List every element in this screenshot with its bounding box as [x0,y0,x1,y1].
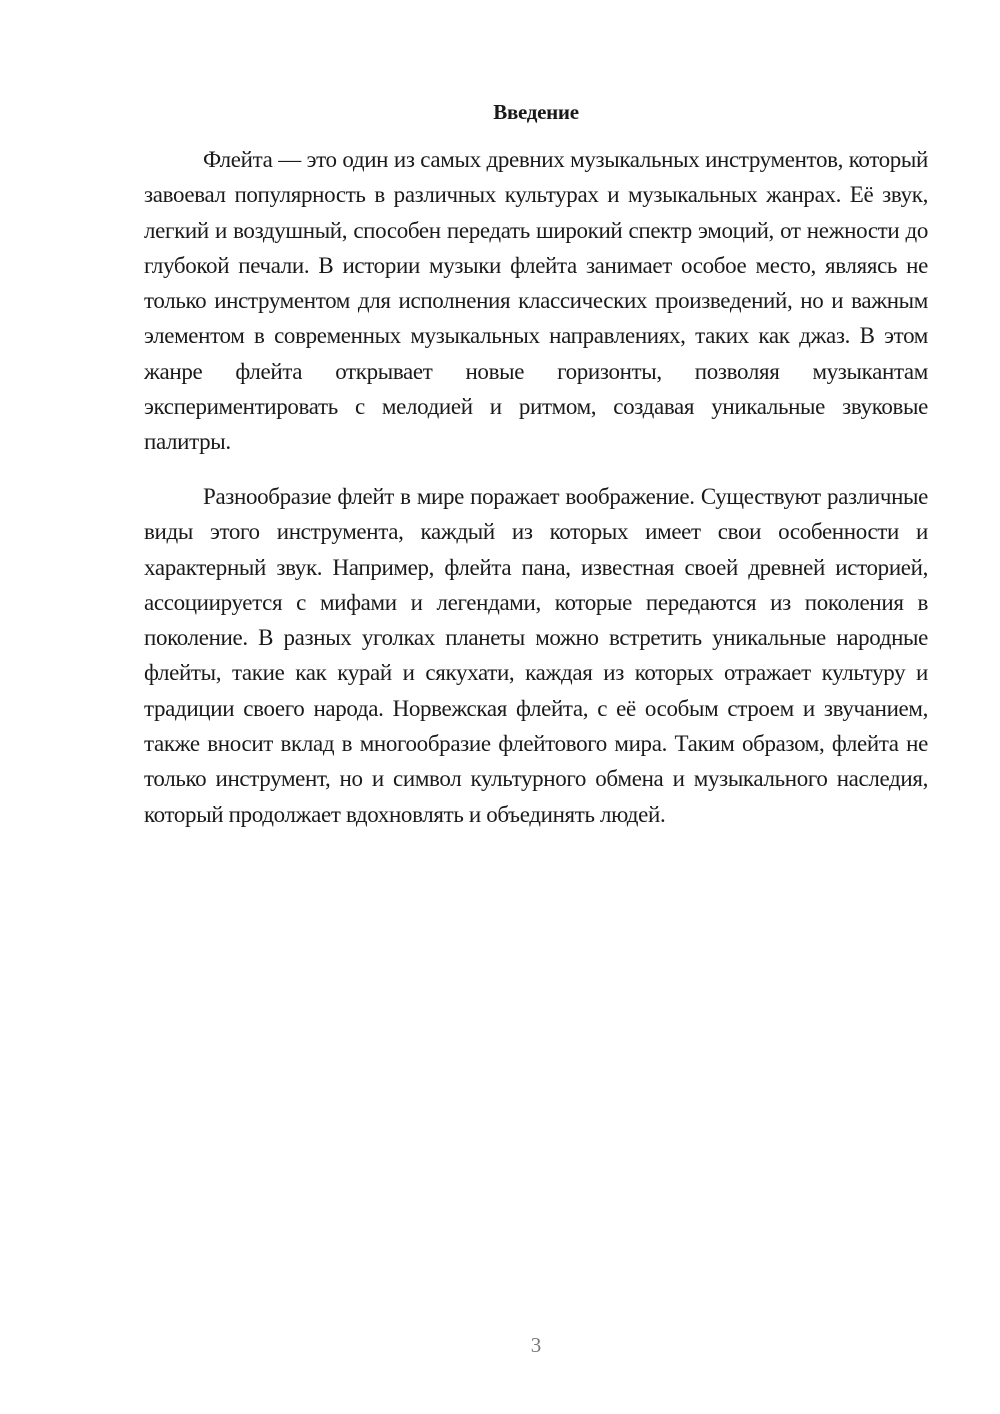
page-number: 3 [530,1333,542,1357]
paragraph-diversity: Разнообразие флейт в мире поражает воображение. Существуют различные виды этого инструмента, каждый из которых имеет свои особенности и характерный звук. Например, флейта пана, известная своей древней историей, ассоциируется с мифами и легендами, которые передаются из поколения в поколение. В разных уголках планеты можно встретить уникальные народные флейты, такие как курай и сякухати, каждая из которых отражает культуру и традиции своего народа. Норвежская флейта, с её особым строем и звучанием, также вносит вклад в многообразие флейтового мира. Таким образом, флейта не только инструмент, но и символ культурного обмена и музыкального наследия, который продолжает вдохновлять и объединять людей. [144,484,928,827]
section-heading: Введение [493,100,579,124]
paragraph-intro: Флейта — это один из самых древних музыкальных инструментов, который завоевал популярность в различных культурах и музыкальных жанрах. Её звук, легкий и воздушный, способен передать широкий спектр эмоций, от нежности до глубокой печали. В истории музыки флейта занимает особое место, являясь не только инструментом для исполнения классических произведений, но и важным элементом в современных музыкальных направлениях, таких как джаз. В этом жанре флейта открывает новые горизонты, позволяя музыкантам экспериментировать с мелодией и ритмом, создавая уникальные звуковые палитры. [144,147,928,455]
